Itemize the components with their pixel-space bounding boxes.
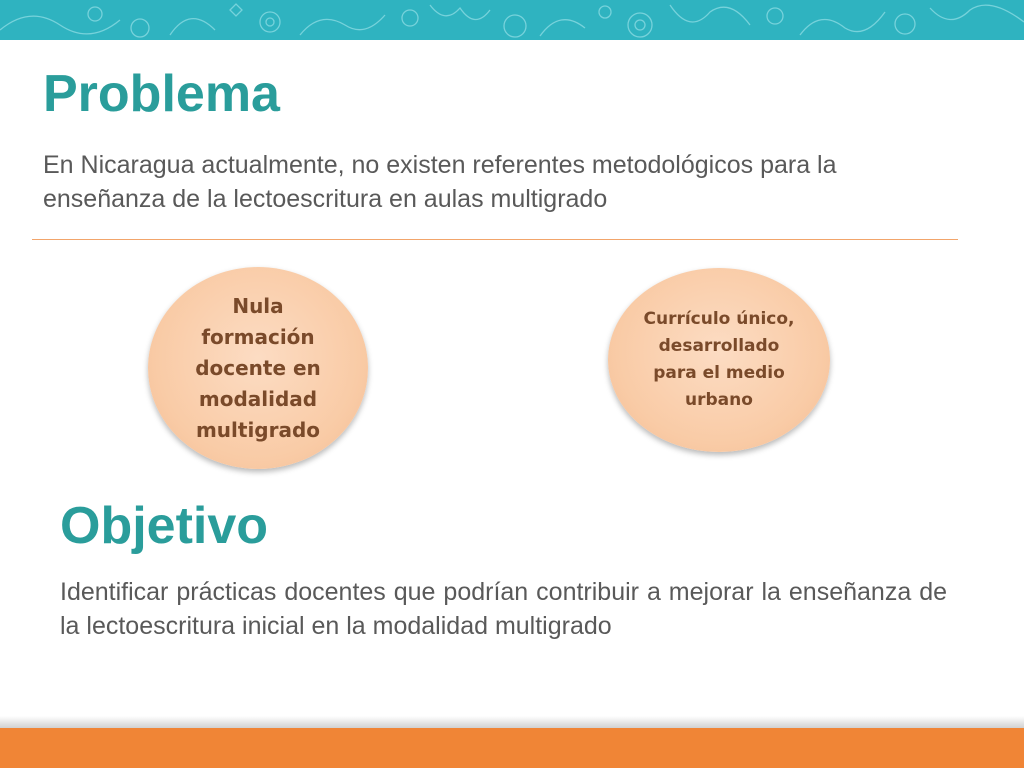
problema-text: En Nicaragua actualmente, no existen referentes metodológicos para la enseñanza de la lectoescritura en aulas multigrado <box>43 151 837 213</box>
problem-bubble-curriculum-label: Currículo único, desarrollado para el medio urbano <box>643 309 795 410</box>
problema-title: Problema <box>43 65 280 123</box>
section-divider <box>32 239 958 240</box>
bottom-bar-shadow <box>0 716 1024 728</box>
floral-pattern-icon <box>0 0 1024 40</box>
problem-bubble-curriculum <box>608 268 830 452</box>
objetivo-text: Identificar prácticas docentes que podrían contribuir a mejorar la enseñanza de la lectoescritura inicial en la modalidad multigrado <box>60 578 947 640</box>
bottom-decorative-bar <box>0 728 1024 768</box>
top-decorative-banner <box>0 0 1024 40</box>
problem-bubble-training-label: Nula formación docente en modalidad multigrado <box>195 293 321 442</box>
objetivo-title: Objetivo <box>60 497 269 555</box>
problem-bubble-training <box>148 267 368 469</box>
